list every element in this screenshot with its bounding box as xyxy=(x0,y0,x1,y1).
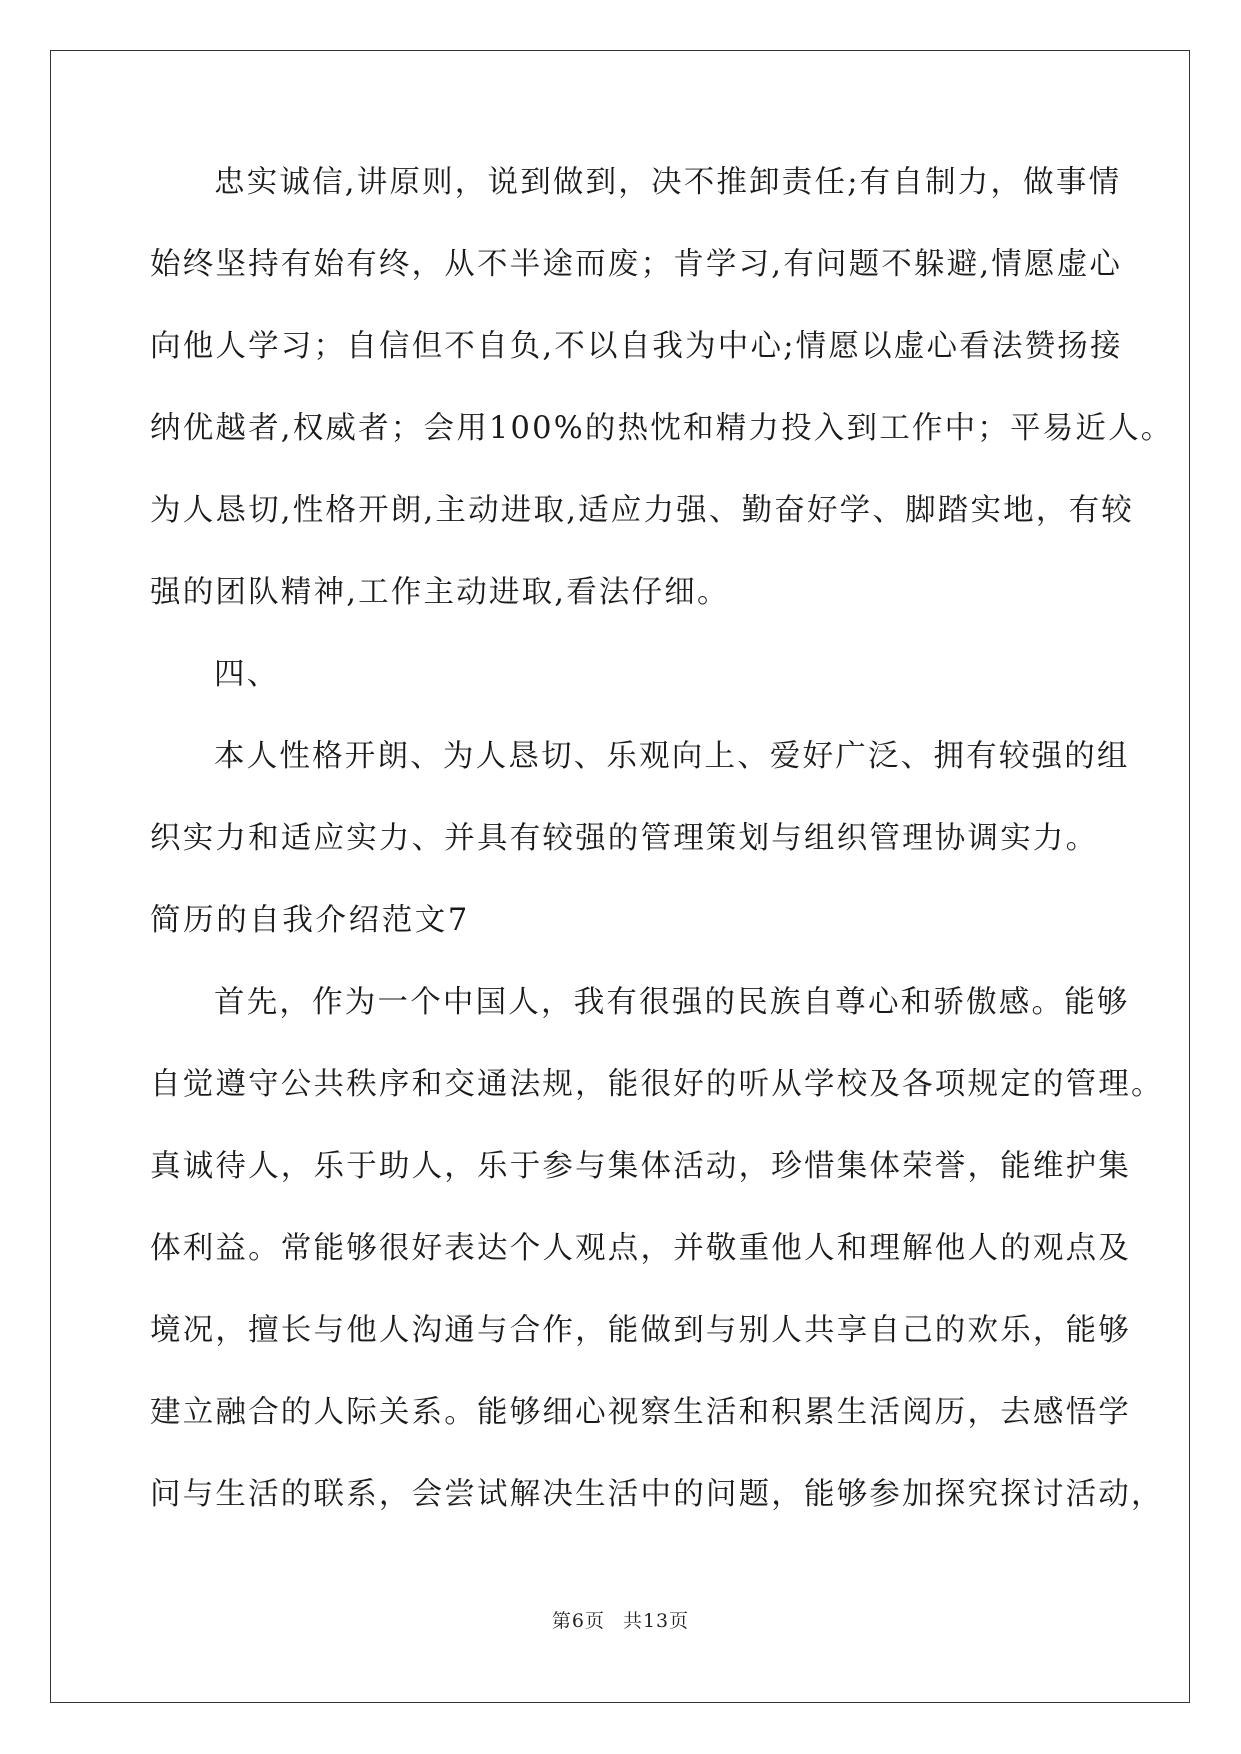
paragraph-line: 本人性格开朗、为人恳切、乐观向上、爱好广泛、拥有较强的组 xyxy=(214,739,1130,774)
paragraph-line: 向他人学习；自信但不自负,不以自我为中心;情愿以虚心看法赞扬接 xyxy=(150,329,1123,364)
page-total: 共13页 xyxy=(622,1610,690,1632)
paragraph-line: 真诚待人，乐于助人，乐于参与集体活动，珍惜集体荣誉，能维护集 xyxy=(150,1149,1131,1184)
page-footer xyxy=(0,1606,1241,1633)
paragraph-line: 织实力和适应实力、并具有较强的管理策划与组织管理协调实力。 xyxy=(150,821,1099,856)
paragraph-line: 纳优越者,权威者；会用100%的热忱和精力投入到工作中；平易近人。 xyxy=(150,411,1174,446)
page-number: 第6页 xyxy=(551,1610,605,1632)
paragraph-line: 忠实诚信,讲原则，说到做到，决不推卸责任;有自制力，做事情 xyxy=(214,165,1122,200)
paragraph-line: 建立融合的人际关系。能够细心视察生活和积累生活阅历，去感悟学 xyxy=(150,1395,1131,1430)
paragraph-line: 问与生活的联系，会尝试解决生活中的问题，能够参加探究探讨活动， xyxy=(150,1477,1164,1512)
paragraph-line: 自觉遵守公共秩序和交通法规，能很好的听从学校及各项规定的管理。 xyxy=(150,1067,1164,1102)
paragraph-line: 始终坚持有始有终，从不半途而废；肯学习,有问题不躲避,情愿虚心 xyxy=(150,247,1123,282)
section-number: 四、 xyxy=(214,657,280,692)
paragraph-line: 首先，作为一个中国人，我有很强的民族自尊心和骄傲感。能够 xyxy=(214,985,1130,1020)
paragraph-line: 强的团队精神,工作主动进取,看法仔细。 xyxy=(150,575,730,610)
paragraph-line: 境况，擅长与他人沟通与合作，能做到与别人共享自己的欢乐，能够 xyxy=(150,1313,1131,1348)
document-body xyxy=(150,158,1174,1552)
section-heading: 简历的自我介绍范文7 xyxy=(150,903,470,938)
paragraph-line: 为人恳切,性格开朗,主动进取,适应力强、勤奋好学、脚踏实地，有较 xyxy=(150,493,1134,528)
paragraph-line: 体利益。常能够很好表达个人观点，并敬重他人和理解他人的观点及 xyxy=(150,1231,1131,1266)
